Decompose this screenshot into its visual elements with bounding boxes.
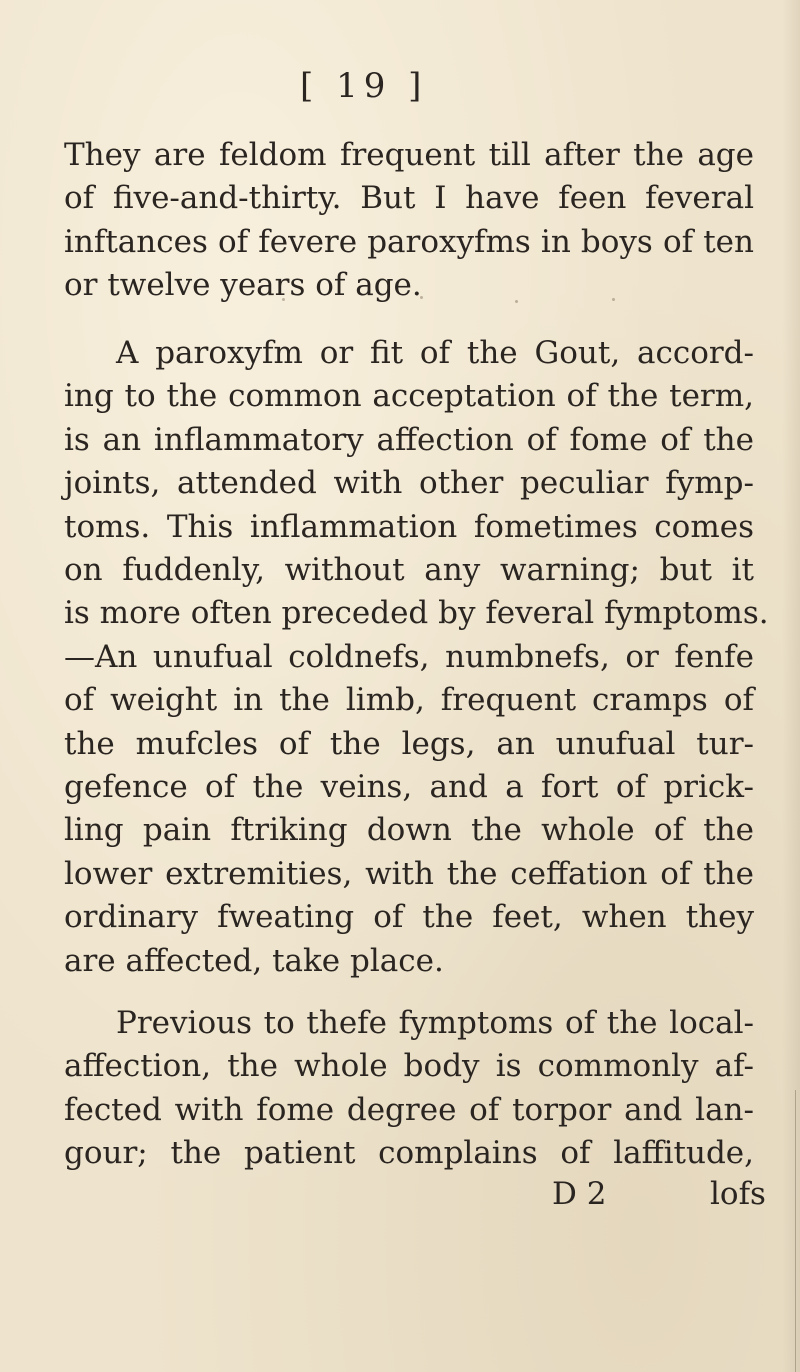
paragraph-2 <box>64 332 769 983</box>
text-line: They are feldom frequent till after the age <box>64 137 754 173</box>
text-line: of five-and-thirty. But I have feen feveral <box>64 180 754 217</box>
text-line: or twelve years of age. <box>64 267 422 304</box>
paragraph-1 <box>64 134 754 308</box>
text-line: of weight in the limb, frequent cramps of <box>64 682 754 719</box>
text-line: joints, attended with other peculiar fymp- <box>64 465 754 502</box>
text-line: Previous to thefe fymptoms of the local- <box>116 1005 754 1041</box>
page-edge-shadow <box>782 0 800 1372</box>
text-line: lower extremities, with the ceffation of the <box>64 855 754 892</box>
catchword: lofs <box>710 1176 766 1212</box>
text-line: is an inflammatory affection of fome of the <box>64 421 754 458</box>
text-line: toms. This inflammation fometimes comes <box>64 508 754 545</box>
page-footer <box>0 1176 800 1216</box>
text-line: is more often preceded by feveral fymptoms. <box>64 595 769 632</box>
text-line: gefence of the veins, and a fort of prick- <box>64 769 754 806</box>
text-line: on fuddenly, without any warning; but it <box>64 552 754 589</box>
paragraph-3 <box>64 1002 754 1176</box>
text-line: ing to the common acceptation of the term, <box>64 378 754 415</box>
text-line: affection, the whole body is commonly af- <box>64 1048 754 1085</box>
page-edge-line <box>795 1090 796 1372</box>
text-line: fected with fome degree of torpor and lan- <box>64 1091 754 1128</box>
signature-mark: D 2 <box>552 1176 607 1212</box>
text-line: gour; the patient complains of laffitude, <box>64 1135 754 1172</box>
text-line: ordinary fweating of the feet, when they <box>64 899 754 936</box>
text-line: A paroxyfm or fit of the Gout, accord- <box>116 335 754 371</box>
text-line: are affected, take place. <box>64 942 444 979</box>
text-line: the mufcles of the legs, an unufual tur- <box>64 725 754 762</box>
page-number: [ 19 ] <box>300 66 428 106</box>
text-line: —An unufual coldnefs, numbnefs, or fenfe <box>64 638 754 675</box>
text-line: ling pain ftriking down the whole of the <box>64 812 754 849</box>
text-line: inftances of fevere paroxyfms in boys of ten <box>64 223 754 260</box>
